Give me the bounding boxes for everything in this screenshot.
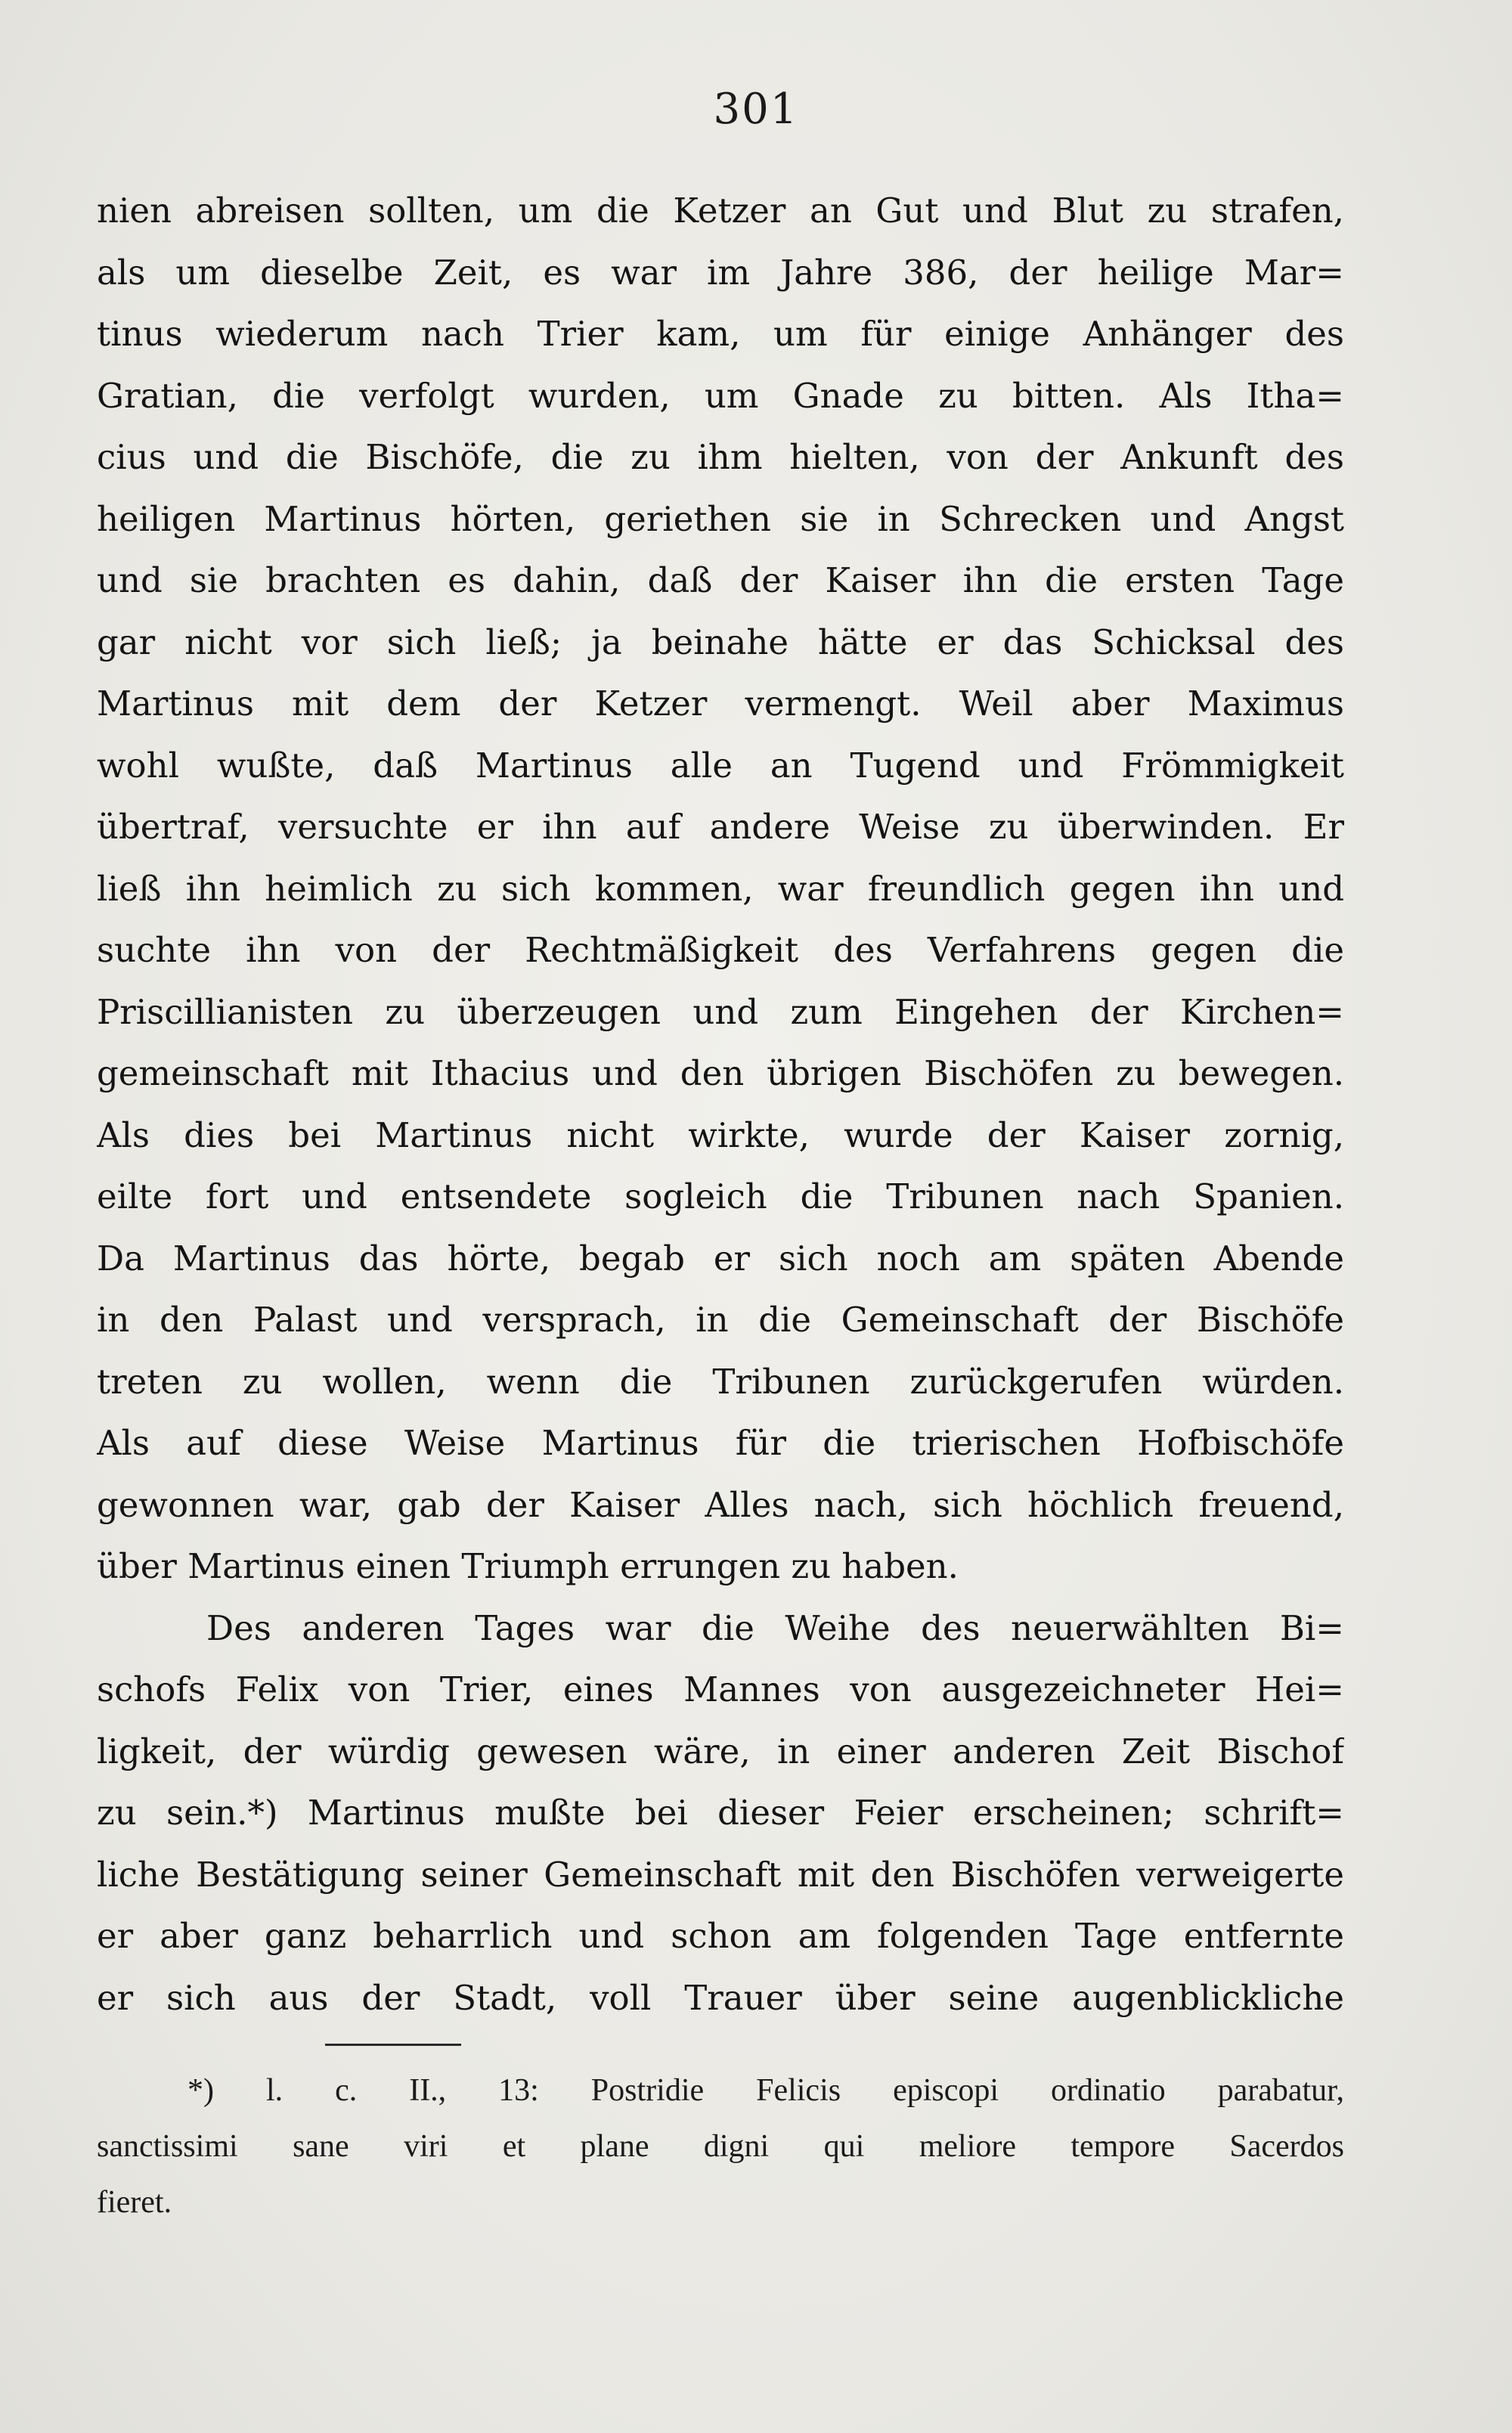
footnote-line: *) l. c. II., 13: Postridie Felicis episcopi ordinatio parabatur, — [187, 2073, 1344, 2108]
text-line: zu sein.*) Martinus mußte bei dieser Feier erscheinen; schrift= — [97, 1793, 1344, 1833]
text-line: liche Bestätigung seiner Gemeinschaft mit den Bischöfen verweigerte — [97, 1854, 1344, 1895]
text-line: treten zu wollen, wenn die Tribunen zurückgerufen würden. — [97, 1361, 1344, 1402]
text-line: Martinus mit dem der Ketzer vermengt. Weil aber Maximus — [97, 683, 1344, 724]
text-line: Als auf diese Weise Martinus für die trierischen Hofbischöfe — [97, 1423, 1344, 1463]
text-line: ligkeit, der würdig gewesen wäre, in einer anderen Zeit Bischof — [97, 1731, 1344, 1771]
text-line: übertraf, versuchte er ihn auf andere Weise zu überwinden. Er — [97, 807, 1344, 847]
text-line: gar nicht vor sich ließ; ja beinahe hätte er das Schicksal des — [97, 621, 1344, 662]
text-line: er aber ganz beharrlich und schon am folgenden Tage entfernte — [97, 1916, 1344, 1956]
text-line: suchte ihn von der Rechtmäßigkeit des Verfahrens gegen die — [97, 930, 1344, 970]
text-line: schofs Felix von Trier, eines Mannes von ausgezeichneter Hei= — [97, 1669, 1344, 1709]
text-line: ließ ihn heimlich zu sich kommen, war freundlich gegen ihn und — [97, 868, 1344, 909]
text-line: heiligen Martinus hörten, geriethen sie in Schrecken und Angst — [97, 498, 1344, 539]
text-line: er sich aus der Stadt, voll Trauer über seine augenblickliche — [97, 1977, 1344, 2018]
text-line: über Martinus einen Triumph errungen zu haben. — [97, 1546, 959, 1586]
text-line: eilte fort und entsendete sogleich die Tribunen nach Spanien. — [97, 1176, 1344, 1216]
footnotes — [97, 2063, 1344, 2230]
footnote-line: fieret. — [97, 2185, 172, 2220]
text-line: wohl wußte, daß Martinus alle an Tugend und Frömmigkeit — [97, 745, 1344, 786]
footnote-divider — [325, 2044, 461, 2046]
text-line: gewonnen war, gab der Kaiser Alles nach, sich höchlich freuend, — [97, 1484, 1344, 1525]
text-line: in den Palast und versprach, in die Gemeinschaft der Bischöfe — [97, 1300, 1344, 1340]
text-line: Des anderen Tages war die Weihe des neuerwählten Bi= — [206, 1607, 1344, 1648]
text-line: tinus wiederum nach Trier kam, um für einige Anhänger des — [97, 314, 1344, 354]
text-line: gemeinschaft mit Ithacius und den übrigen Bischöfen zu bewegen. — [97, 1053, 1344, 1093]
page-number: 301 — [713, 85, 799, 134]
text-line: Gratian, die verfolgt wurden, um Gnade zu bitten. Als Itha= — [97, 375, 1344, 416]
text-line: Da Martinus das hörte, begab er sich noch am späten Abende — [97, 1238, 1344, 1278]
text-line: cius und die Bischöfe, die zu ihm hielten, von der Ankunft des — [97, 437, 1344, 477]
text-line: als um dieselbe Zeit, es war im Jahre 386, der heilige Mar= — [97, 252, 1344, 293]
text-line: und sie brachten es dahin, daß der Kaiser ihn die ersten Tage — [97, 560, 1344, 600]
text-line: Als dies bei Martinus nicht wirkte, wurde der Kaiser zornig, — [97, 1114, 1344, 1155]
text-line: nien abreisen sollten, um die Ketzer an Gut und Blut zu strafen, — [97, 191, 1344, 231]
text-line: Priscillianisten zu überzeugen und zum Eingehen der Kirchen= — [97, 991, 1344, 1032]
footnote-line: sanctissimi sane viri et plane digni qui meliore tempore Sacerdos — [97, 2129, 1344, 2164]
body-text — [97, 180, 1344, 2029]
